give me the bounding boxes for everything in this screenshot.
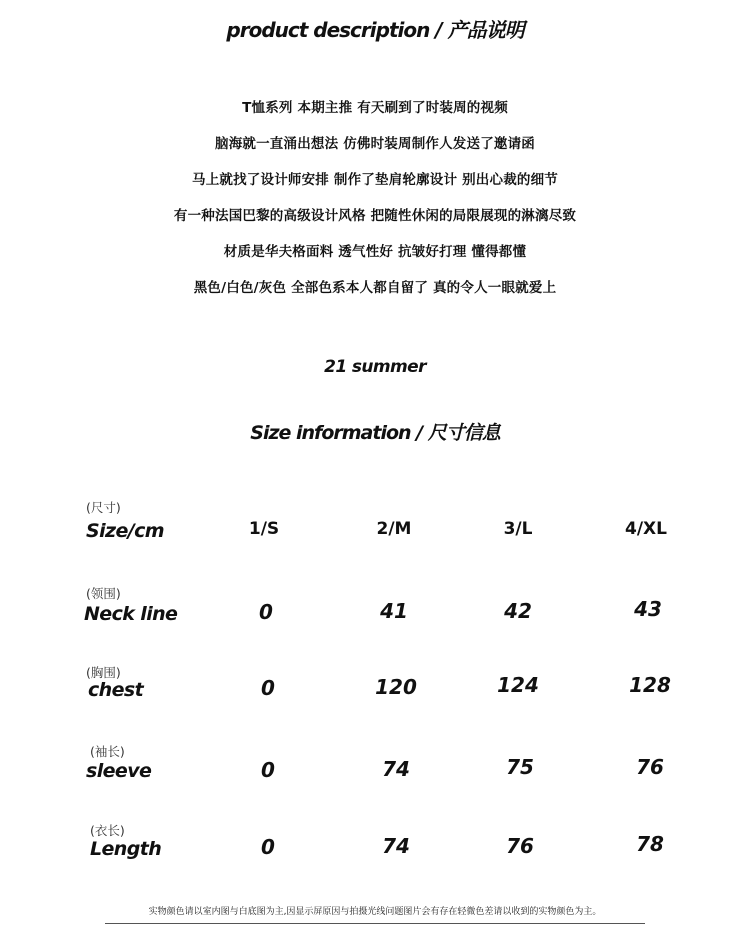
neck-line-value-4xl: 43 (634, 597, 662, 621)
length-value-2m: 74 (382, 834, 410, 858)
sleeve-label: sleeve (86, 760, 152, 782)
color-disclaimer-note: 实物颜色请以室内图与白底图为主,因显示屏原因与拍摄光线问题图片会有存在轻微色差请以收到的实物颜色为主。 (148, 907, 602, 917)
description-line: 脑海就一直涌出想法 仿佛时装周制作人发送了邀请函 (215, 136, 535, 152)
size-label: Size/cm (86, 520, 164, 542)
season-label: 21 summer (324, 357, 426, 377)
chest-value-3l: 124 (497, 673, 539, 697)
length-label: Length (90, 838, 162, 860)
sleeve-value-4xl: 76 (636, 755, 664, 779)
neck-line-cn-label: (领围) (86, 586, 121, 601)
chest-cn-label: (胸围) (86, 665, 121, 680)
size-header-1s: 1/S (248, 519, 280, 539)
description-line: 有一种法国巴黎的高级设计风格 把随性休闲的局限展现的淋漓尽致 (173, 208, 577, 224)
description-line: 黑色/白色/灰色 全部色系本人都自留了 真的令人一眼就爱上 (193, 280, 557, 296)
neck-line-label: Neck line (84, 603, 178, 625)
neck-line-value-3l: 42 (504, 599, 532, 623)
sleeve-value-3l: 75 (506, 755, 534, 779)
size-header-4xl: 4/XL (625, 519, 667, 539)
footer-divider (105, 923, 645, 924)
chest-value-4xl: 128 (629, 673, 671, 697)
length-value-3l: 76 (506, 834, 534, 858)
length-value-4xl: 78 (636, 832, 664, 856)
sleeve-cn-label: (袖长) (90, 744, 125, 759)
chest-label: chest (88, 679, 144, 701)
neck-line-value-2m: 41 (380, 599, 408, 623)
sleeve-value-2m: 74 (382, 757, 410, 781)
size-information-title: Size information / 尺寸信息 (250, 422, 500, 444)
chest-value-2m: 120 (375, 675, 417, 699)
neck-line-value-1s: 0 (259, 600, 273, 624)
size-header-3l: 3/L (503, 519, 533, 539)
length-cn-label: (衣长) (90, 823, 125, 838)
description-line: T恤系列 本期主推 有天刷到了时装周的视频 (242, 100, 508, 116)
size-cn-label: (尺寸) (86, 500, 121, 515)
chest-value-1s: 0 (261, 676, 275, 700)
size-header-2m: 2/M (376, 519, 412, 539)
sleeve-value-1s: 0 (261, 758, 275, 782)
length-value-1s: 0 (261, 835, 275, 859)
description-line: 马上就找了设计师安排 制作了垫肩轮廓设计 别出心裁的细节 (192, 172, 558, 188)
description-line: 材质是华夫格面料 透气性好 抗皱好打理 懂得都懂 (223, 244, 527, 260)
product-description-title: product description / 产品说明 (226, 18, 524, 42)
